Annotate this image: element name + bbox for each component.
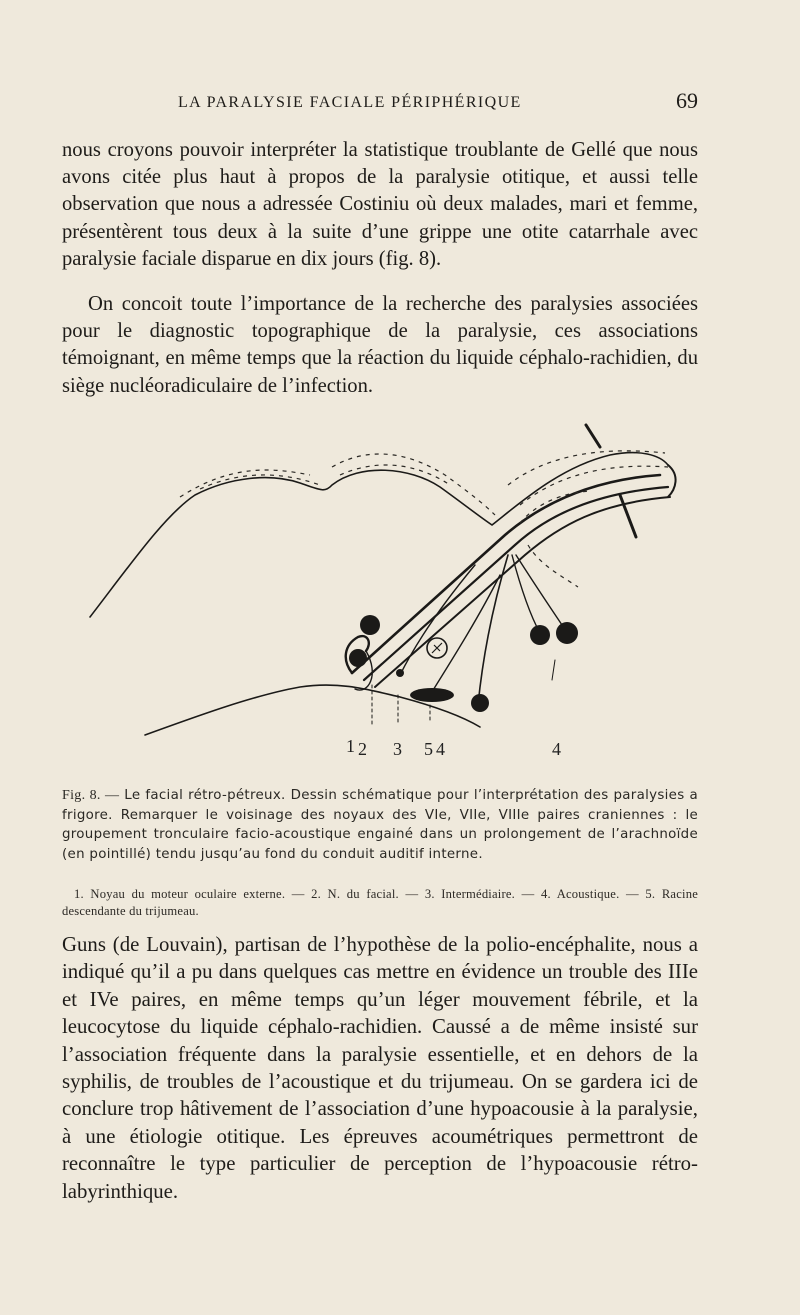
paragraph-1: nous croyons pouvoir interpréter la statistique troublante de Gellé que nous avons citée plus haut à propos de la paralysie otitique, et aussi telle observation que nous a adressée Costiniu où deux malades, mari et femme, présentèrent tous deux à la suite d’une grippe une otite catarrhale avec paralysie faciale disparue en dix jours (fig. 8). [62,139,698,270]
caption-label: Fig. 8. — [62,788,120,803]
label-4a: 4 [436,739,445,759]
running-title: LA PARALYSIE FACIALE PÉRIPHÉRIQUE [178,94,522,111]
nerve-bundle-upper [352,475,660,673]
nerve-bundle-middle [364,487,668,680]
figure-8 [0,405,800,775]
nucleus-facial [349,649,367,667]
trigeminal-nucleus [410,688,454,702]
branch-to-nuclei-a [512,555,540,633]
nucleus-acoustic-b [556,622,578,644]
label-3: 3 [393,739,402,759]
page-header [62,88,698,124]
label-5: 5 [424,739,433,759]
paragraph-2: On concoit toute l’importance de la recherche des paralysies associées pour le diagnostic topographique de la paralysie, ces associations témoignant, en même temps que la réaction du liquide céphalo-rachidien, du siège nucléoradiculaire de l’infection. [62,293,698,397]
nucleus-abducens [360,615,380,635]
nerve-diagram [0,405,800,775]
bundle-end [668,465,676,497]
paragraph-3: Guns (de Louvain), partisan de l’hypothèse de la polio-encéphalite, nous a indiqué qu’il a pu dans quelques cas mettre en évidence un trouble des IIIe et IVe paires, en même temps qu’un léger mouvement fébrile, et la leucocytose du liquide céphalo-rachidien. Caussé a de même insisté sur l’association fréquente dans la paralysie essentielle, et en dehors de la syphilis, de troubles de l’acoustique et du trijumeau. On se gardera ici de conclure trop hâtivement de l’association d’une hypoacousie à la paralysie, à une étiologie otitique. Les épreuves acoumétriques permettront de reconnaître le type particulier de perception de l’hypoacousie rétro-labyrinthique. [62,933,698,1203]
page-number: 69 [676,88,698,113]
figure-legend: 1. Noyau du moteur oculaire externe. — 2. N. du facial. — 3. Intermédiaire. — 4. Acoustique. — 5. Racine descendante du trijumeau. [62,887,698,918]
label-2: 2 [358,739,367,759]
figure-caption [62,786,698,864]
caption-text: Le facial rétro-pétreux. Dessin schématique pour l’interprétation des paralysies a frigore. Remarquer le voisinage des noyaux des VIe, VIIe, VIIIe paires craniennes : le groupement tronculaire facio-acoustique engainé dans un prolongement de l’arachnoïde (en pointillé) tendu jusqu’au fond du conduit auditif interne. [62,788,698,862]
label-1: 1 [346,736,355,756]
brainstem-contour [90,453,668,617]
label-4b: 4 [552,739,561,759]
nucleus-acoustic-a [530,625,550,645]
